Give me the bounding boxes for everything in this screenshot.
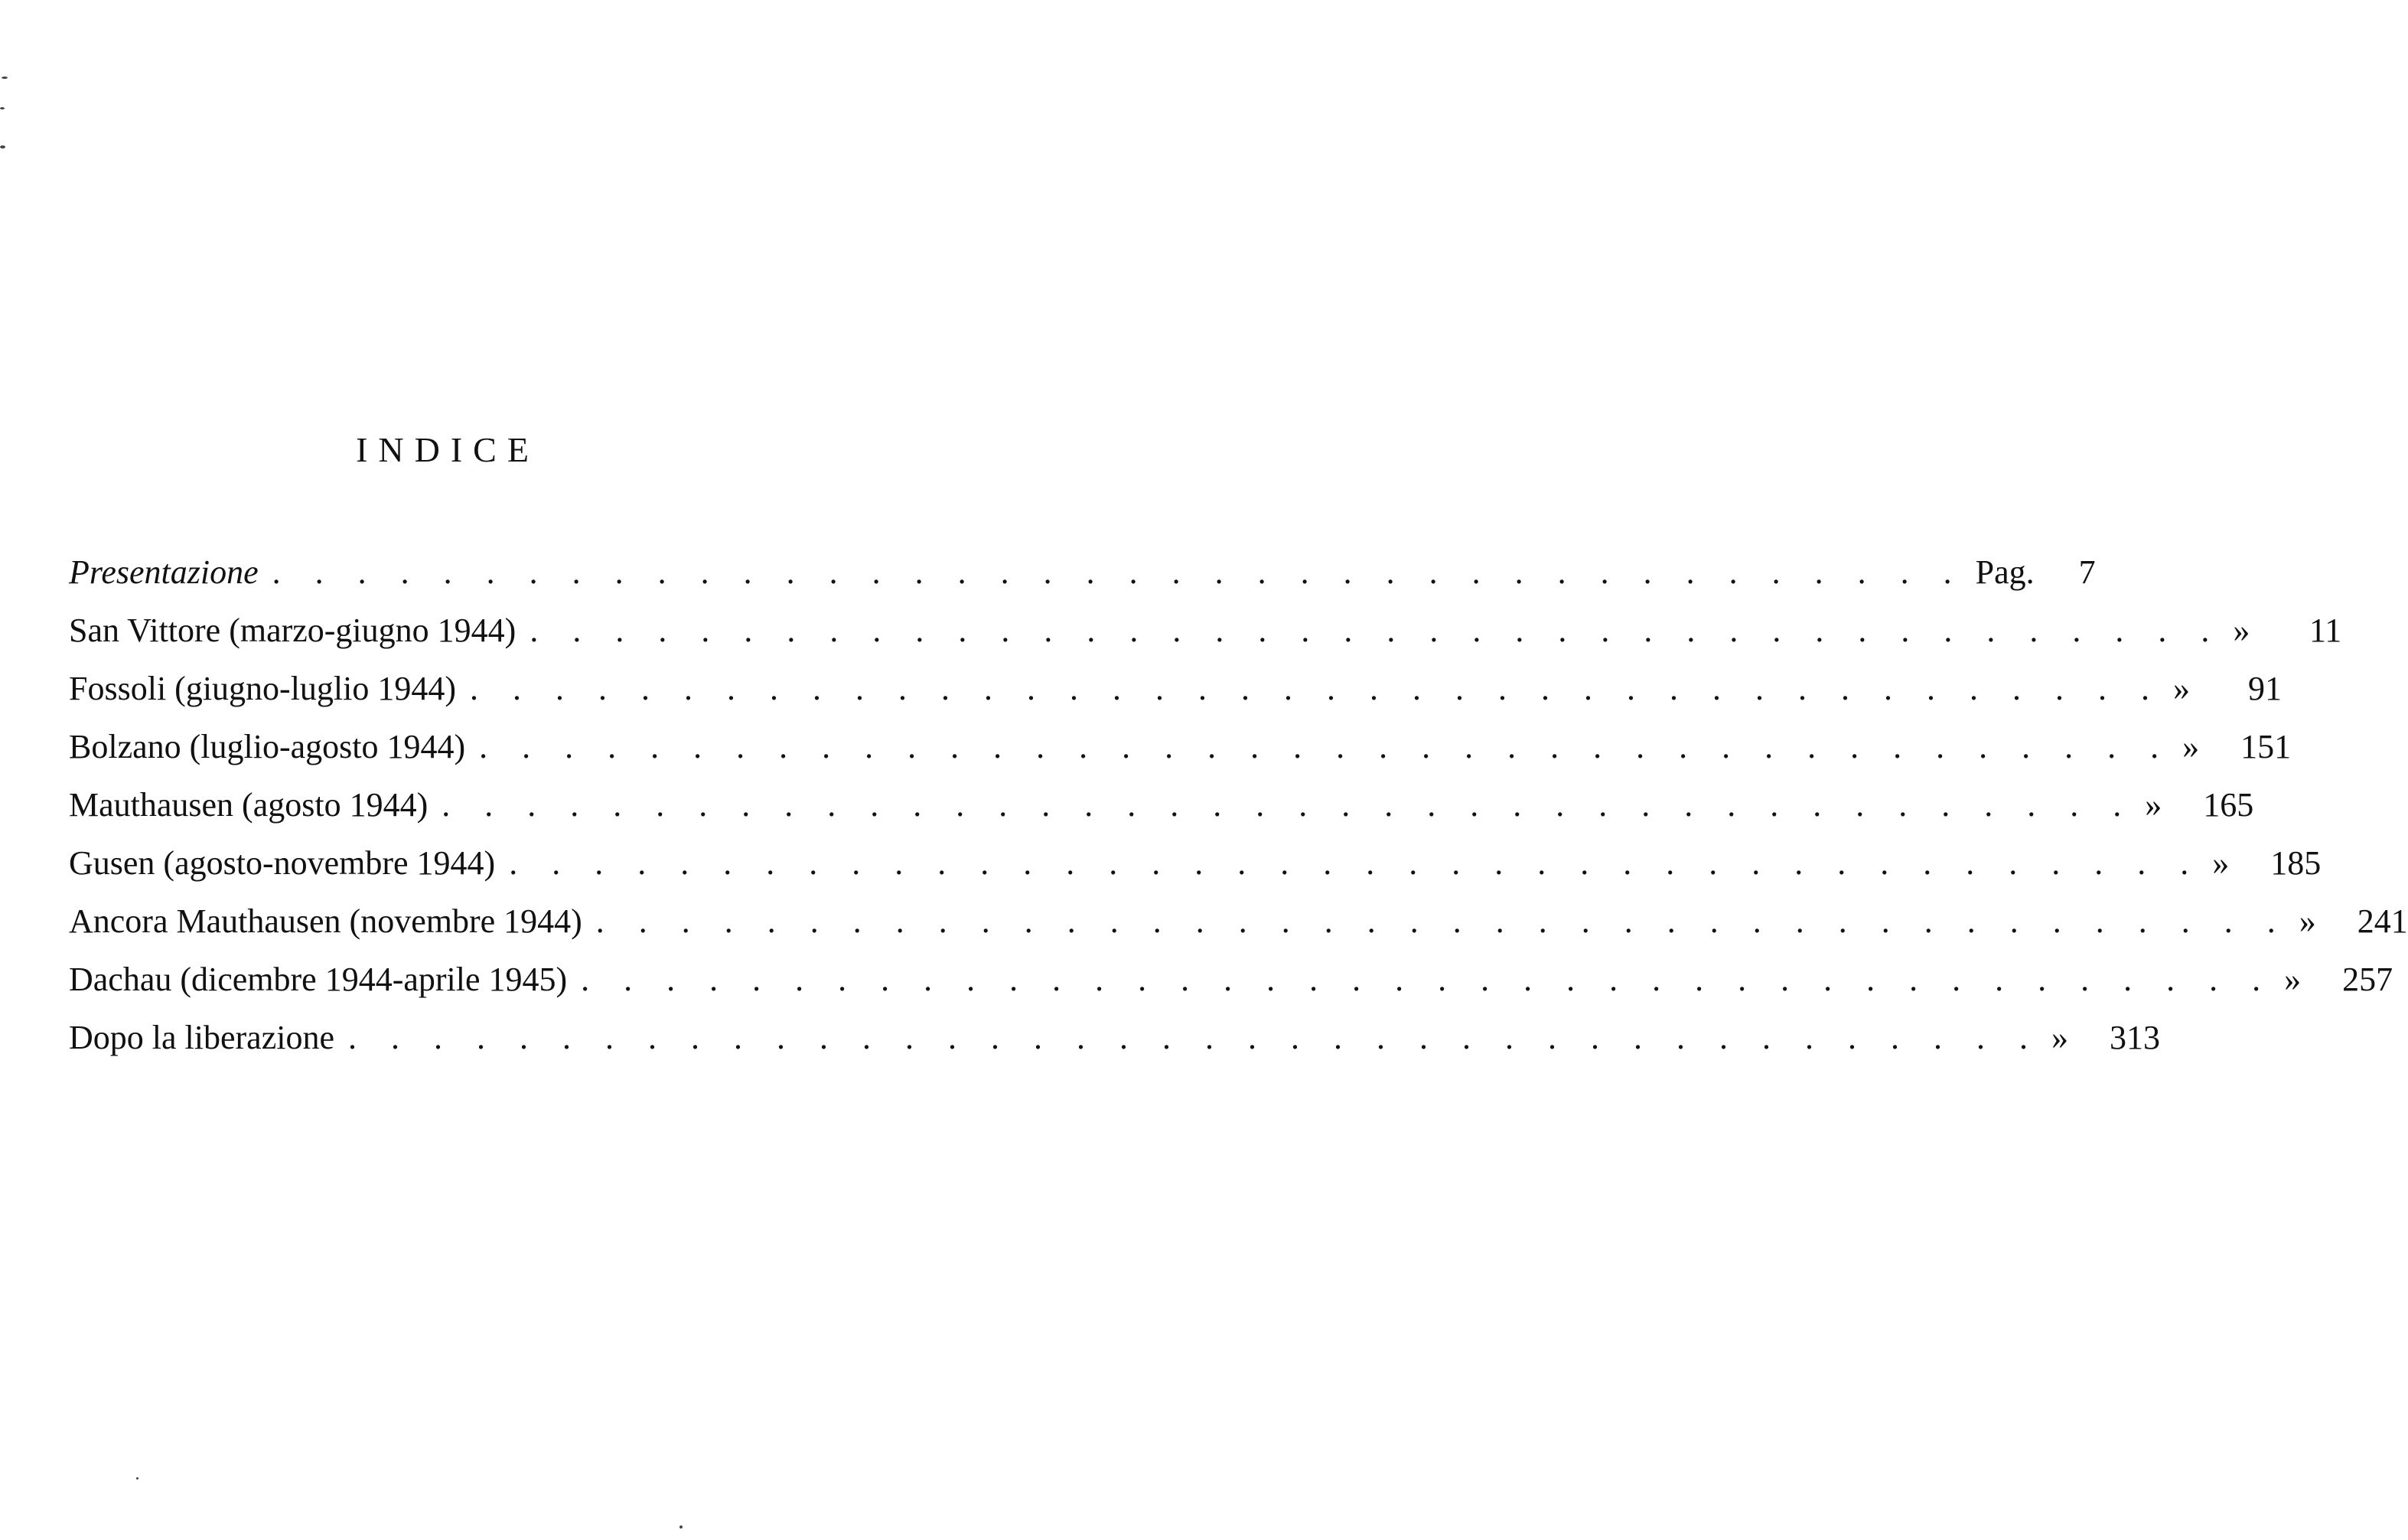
page-marker: »	[2212, 844, 2230, 882]
toc-entry-dopo-la-liberazione	[69, 1009, 2160, 1067]
toc-entry-presentazione	[69, 543, 2096, 602]
page-number: 241	[2357, 902, 2408, 940]
dot-leader: . . . . . . . . . . . . . . . . . . . . . . . . . . . . . . . . . . . . . . . .	[581, 961, 2274, 998]
scan-speck	[0, 145, 5, 148]
page-number: 257	[2342, 961, 2393, 998]
toc-entry-label: Bolzano (luglio-agosto 1944)	[69, 728, 466, 765]
page-number: 11	[2309, 612, 2342, 649]
index-title: INDICE	[356, 430, 539, 469]
toc-entry-label: Dopo la liberazione	[69, 1019, 334, 1056]
dot-leader: . . . . . . . . . . . . . . . . . . . . . . . . . . . . . . . . . . . . . . . .	[479, 728, 2172, 765]
dot-leader: . . . . . . . . . . . . . . . . . . . . . . . . . . . . . . . . . . . . . . . .	[595, 902, 2289, 940]
page-marker: »	[2173, 670, 2191, 707]
dot-leader: . . . . . . . . . . . . . . . . . . . . . . . . . . . . . . . . . . . . . . . .	[470, 670, 2163, 707]
page-number: 185	[2270, 844, 2322, 882]
page-marker: »	[2233, 612, 2250, 649]
toc-entry-dachau	[69, 951, 2393, 1009]
toc-entry-label: Dachau (dicembre 1944-aprile 1945)	[69, 961, 568, 998]
toc-entry-gusen	[69, 834, 2322, 892]
dot-leader: . . . . . . . . . . . . . . . . . . . . . . . . . . . . . . . . . . . . . . . .	[272, 553, 1965, 591]
toc-entry-san-vittore	[69, 602, 2342, 660]
toc-entry-fossoli	[69, 660, 2283, 718]
dot-leader: . . . . . . . . . . . . . . . . . . . . . . . . . . . . . . . . . . . . . . . .	[509, 844, 2202, 882]
page-marker: »	[2182, 728, 2200, 765]
toc-entry-bolzano	[69, 718, 2292, 776]
page-marker: »	[2299, 902, 2316, 940]
toc-entry-label: Presentazione	[69, 553, 259, 591]
toc-entry-mauthausen	[69, 776, 2254, 834]
scan-speck	[0, 107, 5, 109]
toc-entry-ancora-mauthausen	[69, 892, 2408, 951]
page-number: 165	[2203, 786, 2254, 824]
page-number: 313	[2109, 1019, 2160, 1056]
toc-entry-label: Gusen (agosto-novembre 1944)	[69, 844, 496, 882]
dot-leader: . . . . . . . . . . . . . . . . . . . . . . . . . . . . . . . . . . . . . . . .	[529, 612, 2223, 649]
page-number: 151	[2240, 728, 2292, 765]
toc-entry-label: San Vittore (marzo-giugno 1944)	[69, 612, 516, 649]
page-number: 7	[2078, 553, 2096, 591]
toc-entry-label: Ancora Mauthausen (novembre 1944)	[69, 902, 582, 940]
dot-leader: . . . . . . . . . . . . . . . . . . . . . . . . . . . . . . . . . . . . . . . .	[347, 1019, 2041, 1056]
table-of-contents	[69, 543, 2408, 1067]
page-marker: »	[2051, 1019, 2068, 1056]
page-number: 91	[2248, 670, 2283, 707]
toc-entry-label: Mauthausen (agosto 1944)	[69, 786, 428, 824]
scan-speck	[679, 1525, 683, 1529]
dot-leader: . . . . . . . . . . . . . . . . . . . . . . . . . . . . . . . . . . . . . . . .	[442, 786, 2135, 824]
page-marker: »	[2145, 786, 2162, 824]
toc-entry-label: Fossoli (giugno-luglio 1944)	[69, 670, 457, 707]
scan-speck	[2, 77, 8, 79]
scan-speck	[136, 1477, 138, 1480]
page-marker: »	[2284, 961, 2302, 998]
page-marker: Pag.	[1975, 553, 2035, 591]
